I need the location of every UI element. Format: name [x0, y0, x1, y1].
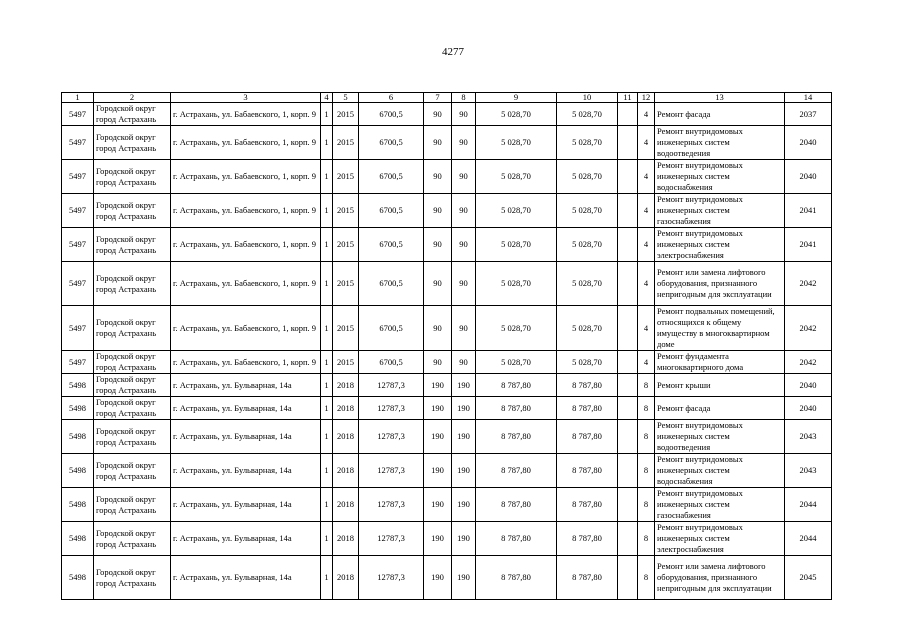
table-row — [62, 351, 832, 374]
area: 12787,3 — [359, 556, 424, 600]
column-header: 4 — [321, 93, 333, 103]
cell-col7: 190 — [424, 556, 452, 600]
planned-year: 2040 — [785, 374, 832, 397]
record-number: 5498 — [62, 420, 94, 454]
table-row — [62, 262, 832, 306]
cost-col9: 8 787,80 — [476, 420, 557, 454]
cell-col7: 90 — [424, 126, 452, 160]
municipality: Городской округ город Астрахань — [94, 397, 171, 420]
cost-col10: 5 028,70 — [557, 262, 618, 306]
record-number: 5498 — [62, 397, 94, 420]
table-row — [62, 522, 832, 556]
cell-col8: 190 — [452, 556, 476, 600]
work-type: Ремонт внутридомовых инженерных систем водоснабжения — [655, 160, 785, 194]
year: 2018 — [333, 420, 359, 454]
planned-year: 2043 — [785, 454, 832, 488]
cell-col11 — [618, 397, 638, 420]
work-type: Ремонт или замена лифтового оборудования, признанного непригодным для эксплуатации — [655, 556, 785, 600]
municipality: Городской округ город Астрахань — [94, 306, 171, 351]
municipality: Городской округ город Астрахань — [94, 454, 171, 488]
planned-year: 2040 — [785, 160, 832, 194]
record-number: 5497 — [62, 103, 94, 126]
year: 2015 — [333, 103, 359, 126]
record-number: 5497 — [62, 262, 94, 306]
record-number: 5497 — [62, 306, 94, 351]
cell-col7: 190 — [424, 374, 452, 397]
cell-col4: 1 — [321, 556, 333, 600]
cost-col10: 8 787,80 — [557, 454, 618, 488]
year: 2015 — [333, 351, 359, 374]
table-row — [62, 194, 832, 228]
column-header: 8 — [452, 93, 476, 103]
cell-col12: 8 — [638, 488, 655, 522]
work-type: Ремонт внутридомовых инженерных систем электроснабжения — [655, 228, 785, 262]
planned-year: 2045 — [785, 556, 832, 600]
year: 2018 — [333, 374, 359, 397]
municipality: Городской округ город Астрахань — [94, 351, 171, 374]
cell-col4: 1 — [321, 103, 333, 126]
address: г. Астрахань, ул. Бульварная, 14а — [171, 556, 321, 600]
cell-col4: 1 — [321, 351, 333, 374]
work-type: Ремонт крыши — [655, 374, 785, 397]
cell-col7: 90 — [424, 194, 452, 228]
cell-col4: 1 — [321, 374, 333, 397]
address: г. Астрахань, ул. Бульварная, 14а — [171, 374, 321, 397]
header-row — [62, 93, 832, 103]
cost-col9: 5 028,70 — [476, 103, 557, 126]
address: г. Астрахань, ул. Бабаевского, 1, корп. 9 — [171, 262, 321, 306]
table-row — [62, 126, 832, 160]
table-row — [62, 556, 832, 600]
planned-year: 2040 — [785, 397, 832, 420]
work-type: Ремонт внутридомовых инженерных систем электроснабжения — [655, 522, 785, 556]
column-header: 3 — [171, 93, 321, 103]
cell-col7: 190 — [424, 522, 452, 556]
cost-col9: 8 787,80 — [476, 397, 557, 420]
cell-col7: 190 — [424, 397, 452, 420]
cell-col12: 8 — [638, 374, 655, 397]
cell-col12: 8 — [638, 454, 655, 488]
cell-col11 — [618, 556, 638, 600]
planned-year: 2041 — [785, 194, 832, 228]
area: 6700,5 — [359, 160, 424, 194]
cell-col8: 90 — [452, 228, 476, 262]
address: г. Астрахань, ул. Бабаевского, 1, корп. 9 — [171, 351, 321, 374]
table-row — [62, 420, 832, 454]
cell-col4: 1 — [321, 420, 333, 454]
cell-col8: 90 — [452, 262, 476, 306]
cell-col4: 1 — [321, 397, 333, 420]
cost-col9: 8 787,80 — [476, 374, 557, 397]
cell-col4: 1 — [321, 488, 333, 522]
area: 6700,5 — [359, 351, 424, 374]
column-header: 13 — [655, 93, 785, 103]
area: 6700,5 — [359, 306, 424, 351]
area: 6700,5 — [359, 126, 424, 160]
cell-col8: 90 — [452, 306, 476, 351]
municipality: Городской округ город Астрахань — [94, 420, 171, 454]
area: 6700,5 — [359, 103, 424, 126]
municipality: Городской округ город Астрахань — [94, 103, 171, 126]
cost-col9: 5 028,70 — [476, 351, 557, 374]
cell-col4: 1 — [321, 126, 333, 160]
record-number: 5498 — [62, 374, 94, 397]
address: г. Астрахань, ул. Бабаевского, 1, корп. 9 — [171, 103, 321, 126]
cell-col12: 4 — [638, 194, 655, 228]
cell-col12: 8 — [638, 522, 655, 556]
table-row — [62, 306, 832, 351]
work-type: Ремонт фасада — [655, 397, 785, 420]
cell-col7: 90 — [424, 160, 452, 194]
record-number: 5498 — [62, 488, 94, 522]
cell-col8: 90 — [452, 194, 476, 228]
cell-col11 — [618, 488, 638, 522]
cost-col10: 8 787,80 — [557, 374, 618, 397]
year: 2015 — [333, 194, 359, 228]
cost-col10: 5 028,70 — [557, 103, 618, 126]
cell-col12: 4 — [638, 262, 655, 306]
cell-col7: 190 — [424, 420, 452, 454]
cell-col12: 8 — [638, 420, 655, 454]
area: 12787,3 — [359, 420, 424, 454]
record-number: 5497 — [62, 160, 94, 194]
cost-col9: 5 028,70 — [476, 228, 557, 262]
table-row — [62, 160, 832, 194]
cell-col4: 1 — [321, 306, 333, 351]
column-header: 2 — [94, 93, 171, 103]
cost-col10: 8 787,80 — [557, 556, 618, 600]
address: г. Астрахань, ул. Бабаевского, 1, корп. 9 — [171, 228, 321, 262]
planned-year: 2041 — [785, 228, 832, 262]
work-type: Ремонт фасада — [655, 103, 785, 126]
cell-col7: 90 — [424, 262, 452, 306]
cost-col9: 5 028,70 — [476, 306, 557, 351]
cell-col12: 4 — [638, 228, 655, 262]
table-body — [62, 103, 832, 600]
cost-col10: 5 028,70 — [557, 306, 618, 351]
year: 2018 — [333, 522, 359, 556]
cell-col11 — [618, 351, 638, 374]
address: г. Астрахань, ул. Бульварная, 14а — [171, 397, 321, 420]
address: г. Астрахань, ул. Бабаевского, 1, корп. 9 — [171, 126, 321, 160]
planned-year: 2042 — [785, 306, 832, 351]
work-type: Ремонт внутридомовых инженерных систем газоснабжения — [655, 488, 785, 522]
cell-col11 — [618, 522, 638, 556]
planned-year: 2044 — [785, 488, 832, 522]
column-header: 10 — [557, 93, 618, 103]
cell-col8: 190 — [452, 488, 476, 522]
planned-year: 2043 — [785, 420, 832, 454]
planned-year: 2042 — [785, 262, 832, 306]
record-number: 5498 — [62, 454, 94, 488]
column-header: 9 — [476, 93, 557, 103]
column-header: 1 — [62, 93, 94, 103]
cell-col8: 190 — [452, 454, 476, 488]
cost-col9: 8 787,80 — [476, 454, 557, 488]
cell-col11 — [618, 103, 638, 126]
work-type: Ремонт внутридомовых инженерных систем водоснабжения — [655, 454, 785, 488]
year: 2018 — [333, 488, 359, 522]
column-header: 6 — [359, 93, 424, 103]
address: г. Астрахань, ул. Бульварная, 14а — [171, 522, 321, 556]
table-row — [62, 397, 832, 420]
cost-col10: 8 787,80 — [557, 420, 618, 454]
cell-col4: 1 — [321, 262, 333, 306]
column-header: 12 — [638, 93, 655, 103]
cost-col9: 8 787,80 — [476, 488, 557, 522]
municipality: Городской округ город Астрахань — [94, 160, 171, 194]
cell-col12: 4 — [638, 306, 655, 351]
cell-col7: 190 — [424, 488, 452, 522]
cost-col9: 8 787,80 — [476, 556, 557, 600]
year: 2015 — [333, 228, 359, 262]
work-type: Ремонт или замена лифтового оборудования, признанного непригодным для эксплуатации — [655, 262, 785, 306]
column-header: 14 — [785, 93, 832, 103]
cell-col7: 90 — [424, 306, 452, 351]
year: 2015 — [333, 126, 359, 160]
cell-col8: 90 — [452, 351, 476, 374]
address: г. Астрахань, ул. Бульварная, 14а — [171, 488, 321, 522]
work-type: Ремонт внутридомовых инженерных систем водоотведения — [655, 420, 785, 454]
cell-col8: 90 — [452, 126, 476, 160]
year: 2018 — [333, 397, 359, 420]
area: 12787,3 — [359, 397, 424, 420]
cost-col10: 8 787,80 — [557, 488, 618, 522]
cell-col11 — [618, 126, 638, 160]
cell-col11 — [618, 420, 638, 454]
cost-col10: 5 028,70 — [557, 126, 618, 160]
municipality: Городской округ город Астрахань — [94, 194, 171, 228]
cell-col8: 190 — [452, 420, 476, 454]
cost-col10: 8 787,80 — [557, 522, 618, 556]
year: 2015 — [333, 306, 359, 351]
table-row — [62, 454, 832, 488]
cell-col11 — [618, 454, 638, 488]
cell-col4: 1 — [321, 228, 333, 262]
work-type: Ремонт фундамента многоквартирного дома — [655, 351, 785, 374]
table-row — [62, 488, 832, 522]
area: 12787,3 — [359, 522, 424, 556]
municipality: Городской округ город Астрахань — [94, 556, 171, 600]
column-header: 7 — [424, 93, 452, 103]
address: г. Астрахань, ул. Бабаевского, 1, корп. 9 — [171, 160, 321, 194]
municipality: Городской округ город Астрахань — [94, 228, 171, 262]
cell-col7: 190 — [424, 454, 452, 488]
year: 2018 — [333, 556, 359, 600]
cell-col8: 90 — [452, 103, 476, 126]
record-number: 5497 — [62, 228, 94, 262]
record-number: 5497 — [62, 351, 94, 374]
record-number: 5498 — [62, 522, 94, 556]
area: 12787,3 — [359, 374, 424, 397]
cost-col10: 5 028,70 — [557, 351, 618, 374]
cell-col8: 90 — [452, 160, 476, 194]
planned-year: 2044 — [785, 522, 832, 556]
cell-col12: 4 — [638, 103, 655, 126]
cost-col10: 8 787,80 — [557, 397, 618, 420]
work-type: Ремонт подвальных помещений, относящихся к общему имуществу в многоквартирном доме — [655, 306, 785, 351]
cost-col9: 5 028,70 — [476, 262, 557, 306]
table-row — [62, 374, 832, 397]
cell-col11 — [618, 306, 638, 351]
cell-col8: 190 — [452, 374, 476, 397]
cell-col7: 90 — [424, 351, 452, 374]
cell-col12: 8 — [638, 397, 655, 420]
area: 12787,3 — [359, 454, 424, 488]
address: г. Астрахань, ул. Бабаевского, 1, корп. 9 — [171, 306, 321, 351]
cell-col12: 4 — [638, 160, 655, 194]
municipality: Городской округ город Астрахань — [94, 522, 171, 556]
table-row — [62, 228, 832, 262]
cell-col12: 4 — [638, 126, 655, 160]
cell-col7: 90 — [424, 103, 452, 126]
cell-col4: 1 — [321, 454, 333, 488]
year: 2018 — [333, 454, 359, 488]
cost-col9: 5 028,70 — [476, 194, 557, 228]
column-header: 11 — [618, 93, 638, 103]
registry-table — [61, 92, 832, 600]
cell-col11 — [618, 262, 638, 306]
cell-col8: 190 — [452, 522, 476, 556]
planned-year: 2042 — [785, 351, 832, 374]
planned-year: 2037 — [785, 103, 832, 126]
cell-col11 — [618, 228, 638, 262]
cell-col4: 1 — [321, 522, 333, 556]
cost-col10: 5 028,70 — [557, 194, 618, 228]
page-number: 4277 — [442, 46, 464, 58]
cell-col11 — [618, 160, 638, 194]
cell-col4: 1 — [321, 194, 333, 228]
area: 6700,5 — [359, 262, 424, 306]
cell-col12: 4 — [638, 351, 655, 374]
cost-col10: 5 028,70 — [557, 228, 618, 262]
record-number: 5498 — [62, 556, 94, 600]
year: 2015 — [333, 160, 359, 194]
cost-col9: 5 028,70 — [476, 160, 557, 194]
planned-year: 2040 — [785, 126, 832, 160]
cell-col8: 190 — [452, 397, 476, 420]
record-number: 5497 — [62, 126, 94, 160]
area: 12787,3 — [359, 488, 424, 522]
cell-col11 — [618, 374, 638, 397]
municipality: Городской округ город Астрахань — [94, 488, 171, 522]
municipality: Городской округ город Астрахань — [94, 262, 171, 306]
record-number: 5497 — [62, 194, 94, 228]
cost-col9: 5 028,70 — [476, 126, 557, 160]
column-header: 5 — [333, 93, 359, 103]
address: г. Астрахань, ул. Бульварная, 14а — [171, 420, 321, 454]
cell-col12: 8 — [638, 556, 655, 600]
municipality: Городской округ город Астрахань — [94, 374, 171, 397]
address: г. Астрахань, ул. Бульварная, 14а — [171, 454, 321, 488]
table-row — [62, 103, 832, 126]
address: г. Астрахань, ул. Бабаевского, 1, корп. 9 — [171, 194, 321, 228]
work-type: Ремонт внутридомовых инженерных систем газоснабжения — [655, 194, 785, 228]
work-type: Ремонт внутридомовых инженерных систем водоотведения — [655, 126, 785, 160]
cell-col7: 90 — [424, 228, 452, 262]
cell-col4: 1 — [321, 160, 333, 194]
cell-col11 — [618, 194, 638, 228]
area: 6700,5 — [359, 228, 424, 262]
area: 6700,5 — [359, 194, 424, 228]
cost-col10: 5 028,70 — [557, 160, 618, 194]
year: 2015 — [333, 262, 359, 306]
cost-col9: 8 787,80 — [476, 522, 557, 556]
municipality: Городской округ город Астрахань — [94, 126, 171, 160]
